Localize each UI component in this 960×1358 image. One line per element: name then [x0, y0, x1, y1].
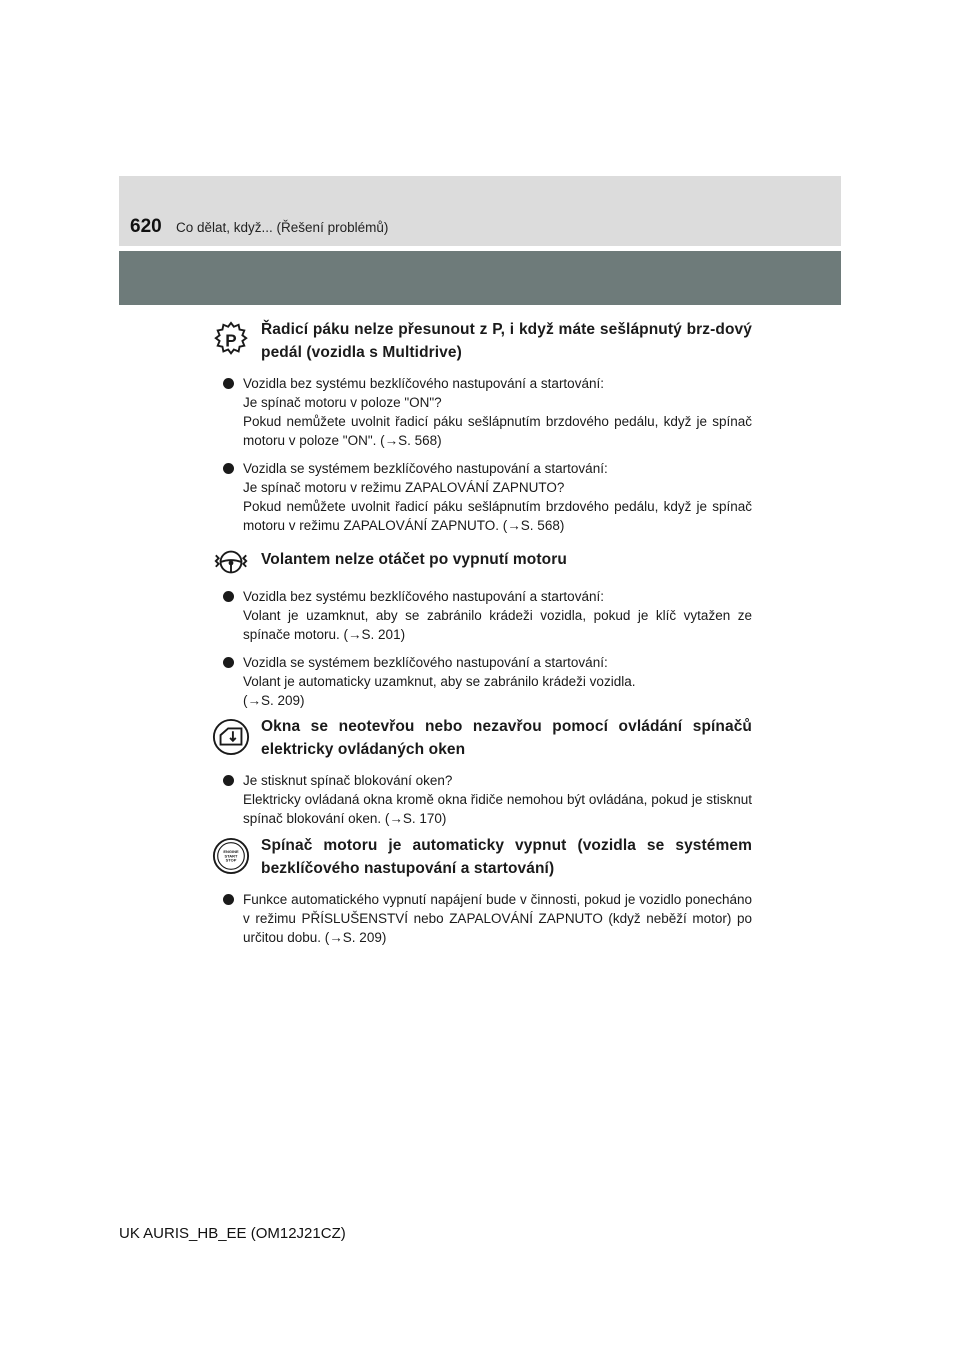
list-item [243, 587, 752, 644]
list-item [243, 771, 752, 828]
item-list [212, 587, 752, 710]
bullet-icon [223, 775, 234, 786]
item-list [212, 890, 752, 947]
item-line: Vozidla bez systému bezklíčového nastupování a startování: [243, 589, 604, 604]
header-title: Co dělat, když... (Řešení problémů) [176, 220, 389, 235]
section-head [212, 540, 752, 571]
list-item [243, 459, 752, 535]
item-line: Je spínač motoru v poloze "ON"? [243, 395, 442, 410]
page-number: 620 [130, 216, 162, 237]
item-line: Elektricky ovládaná okna kromě okna řidiče nemohou být ovládána, pokud je stisknut spínač blokování oken. (→S. 170) [243, 792, 752, 826]
item-list [212, 374, 752, 535]
section-head [212, 834, 752, 880]
item-line: Volant je automaticky uzamknut, aby se zabránilo krádeži vozidla. [243, 674, 636, 689]
footer-code: UK AURIS_HB_EE (OM12J21CZ) [119, 1225, 346, 1242]
svg-text:START: START [224, 853, 238, 859]
item-line: Vozidla se systémem bezklíčového nastupování a startování: [243, 461, 608, 476]
section-heading: Volantem nelze otáčet po vypnutí motoru [261, 551, 567, 568]
item-line: Pokud nemůžete uvolnit řadicí páku sešlápnutím brzdového pedálu, když je spínač motoru v režimu ZAPALOVÁNÍ ZAPNUTO. (→S. 568) [243, 499, 752, 533]
item-line: (→S. 209) [243, 693, 305, 708]
bullet-icon [223, 894, 234, 905]
engine-start-stop-icon [212, 837, 250, 875]
section-power-windows [212, 715, 752, 837]
item-line: Funkce automatického vypnutí napájení bude v činnosti, pokud je vozidlo ponecháno v režimu PŘÍSLUŠENSTVÍ nebo ZAPALOVÁNÍ ZAPNUTO (když neběží motor) po určitou dobu. (→S. 209) [243, 892, 752, 945]
section-heading: Spínač motoru je automaticky vypnut (vozidla se systémem bezklíčového nastupování a startování) [261, 837, 752, 877]
svg-text:P: P [225, 331, 237, 351]
item-line: Vozidla se systémem bezklíčového nastupování a startování: [243, 655, 608, 670]
section-shift-lever [212, 318, 752, 544]
list-item [243, 890, 752, 947]
section-engine-switch [212, 834, 752, 956]
gear-p-icon [212, 321, 250, 359]
item-line: Je spínač motoru v režimu ZAPALOVÁNÍ ZAPNUTO? [243, 480, 565, 495]
steering-wheel-icon [212, 543, 250, 581]
bullet-icon [223, 657, 234, 668]
header-bar [119, 176, 841, 246]
item-line: Je stisknut spínač blokování oken? [243, 773, 453, 788]
power-window-icon [212, 718, 250, 756]
section-heading: Řadicí páku nelze přesunout z P, i když máte sešlápnutý brz-dový pedál (vozidla s Multidrive) [261, 321, 752, 361]
list-item [243, 653, 752, 710]
section-heading: Okna se neotevřou nebo nezavřou pomocí ovládání spínačů elektricky ovládaných oken [261, 718, 752, 758]
bullet-icon [223, 378, 234, 389]
bullet-icon [223, 591, 234, 602]
section-head [212, 715, 752, 761]
item-line: Volant je uzamknut, aby se zabránilo krádeži vozidla, pokud je klíč vytažen ze spínače motoru. (→S. 201) [243, 608, 752, 642]
section-head [212, 318, 752, 364]
svg-text:ENGINE: ENGINE [223, 849, 239, 855]
section-band [119, 251, 841, 305]
list-item [243, 374, 752, 450]
section-steering-wheel [212, 540, 752, 719]
item-line: Pokud nemůžete uvolnit řadicí páku sešlápnutím brzdového pedálu, když je spínač motoru v poloze "ON". (→S. 568) [243, 414, 752, 448]
svg-text:STOP: STOP [225, 857, 237, 863]
bullet-icon [223, 463, 234, 474]
item-list [212, 771, 752, 828]
item-line: Vozidla bez systému bezklíčového nastupování a startování: [243, 376, 604, 391]
